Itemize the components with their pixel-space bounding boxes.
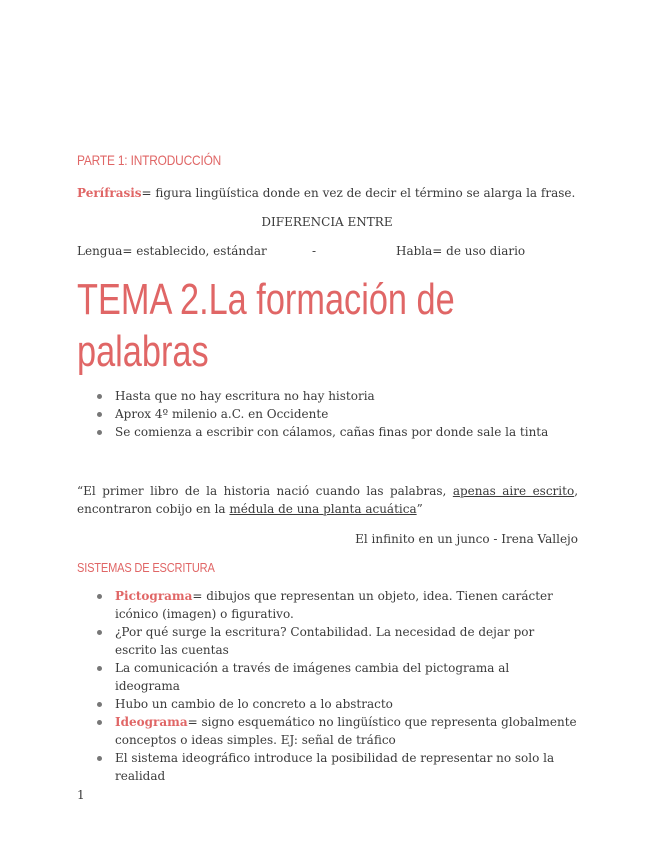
list-item: ¿Por qué surge la escritura? Contabilidad. La necesidad de dejar por escrito las cuentas (77, 623, 577, 659)
quote-source: El infinito en un junco - Irena Vallejo (355, 532, 578, 546)
habla-definition: Habla= de uso diario (396, 244, 526, 258)
list-item: La comunicación a través de imágenes cambia del pictograma al ideograma (77, 659, 577, 695)
list-item: Se comienza a escribir con cálamos, cañas finas por donde sale la tinta (77, 423, 597, 441)
separator-dash: - (312, 244, 317, 258)
perifrasis-text: = figura lingüística donde en vez de decir el término se alarga la frase. (141, 186, 576, 200)
page-title-line2: palabras (77, 327, 209, 376)
list-item (77, 587, 577, 623)
list-item: Hubo un cambio de lo concreto a lo abstracto (77, 695, 577, 713)
ideograma-term: Ideograma (115, 715, 188, 729)
pictograma-term: Pictograma (115, 589, 193, 603)
perifrasis-definition (77, 184, 587, 202)
sistemas-bullet-list (77, 587, 577, 785)
page-title-line1: TEMA 2.La formación de (77, 275, 455, 324)
quote-part3: ” (416, 502, 423, 516)
tema-bullet-list (77, 387, 597, 441)
quote-text (77, 482, 578, 518)
quote-underline1: apenas aire escrito (452, 484, 575, 498)
list-item (77, 713, 577, 749)
list-item: El sistema ideográfico introduce la posibilidad de representar no solo la realidad (77, 749, 577, 785)
quote-part2: , encontraron cobijo en la (77, 484, 579, 516)
diferencia-label: DIFERENCIA ENTRE (261, 215, 393, 229)
perifrasis-term: Perífrasis (77, 186, 142, 200)
pictograma-text: = dibujos que representan un objeto, idea. Tienen carácter icónico (imagen) o figurativo. (115, 589, 553, 621)
ideograma-text: = signo esquemático no lingüístico que representa globalmente conceptos o ideas simples. EJ: señal de tráfico (115, 715, 577, 747)
quote-part1: “El primer libro de la historia nació cuando las palabras, (77, 484, 453, 498)
list-item: Aprox 4º milenio a.C. en Occidente (77, 405, 597, 423)
section-heading-sistemas: SISTEMAS DE ESCRITURA (77, 560, 215, 575)
quote-underline2: médula de una planta acuática (229, 502, 417, 516)
lengua-definition: Lengua= establecido, estándar (77, 244, 267, 258)
section-heading-intro: PARTE 1: INTRODUCCIÓN (77, 152, 222, 168)
page-number: 1 (77, 788, 85, 802)
list-item: Hasta que no hay escritura no hay historia (77, 387, 597, 405)
